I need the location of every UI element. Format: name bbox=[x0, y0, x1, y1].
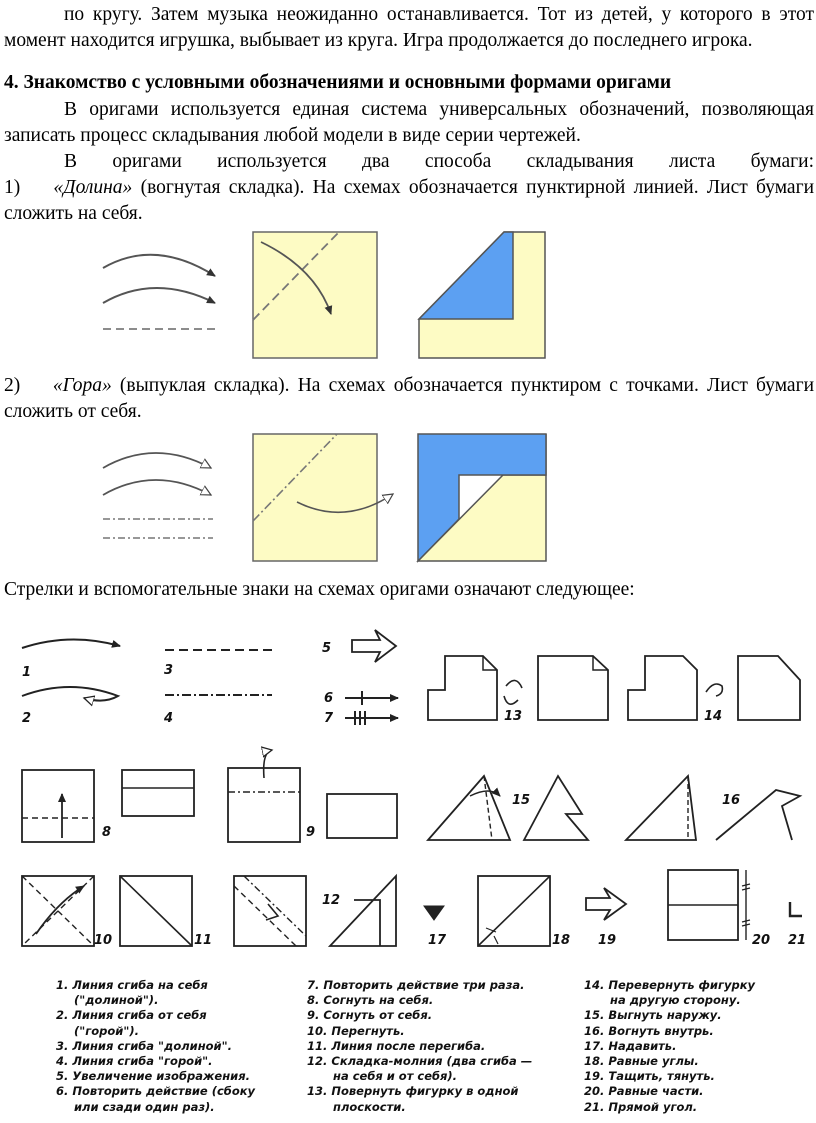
symbol-flip-shape-b bbox=[738, 656, 800, 720]
figure-number: 19 bbox=[598, 933, 617, 948]
symbol-flip-shape-a bbox=[628, 656, 697, 720]
legend-item: 5. Увеличение изображения. bbox=[56, 1069, 250, 1084]
paragraph-line: В оригами используется единая система универсальных обозначений, позволяющая bbox=[64, 99, 814, 120]
list-number: 1) bbox=[4, 177, 21, 198]
figure-number: 2 bbox=[22, 711, 32, 726]
list-number: 2) bbox=[4, 375, 21, 396]
legend-item: 11. Линия после перегиба. bbox=[307, 1038, 486, 1053]
term-dolina: «Долина» bbox=[53, 177, 133, 198]
mountain-arrow-top bbox=[103, 453, 211, 468]
legend-item: 2. Линия сгиба от себя bbox=[56, 1008, 207, 1023]
legend-item: 7. Повторить действие три раза. bbox=[307, 978, 525, 992]
legend-item: 8. Согнуть на себя. bbox=[307, 993, 434, 1008]
legend-item: на другую сторону. bbox=[610, 993, 741, 1008]
legend-item: ("долиной"). bbox=[74, 993, 159, 1008]
legend-item: 1. Линия сгиба на себя bbox=[56, 978, 208, 992]
figure-number: 1 bbox=[22, 665, 32, 680]
legend-item: 18. Равные углы. bbox=[584, 1054, 699, 1069]
rotate-icon bbox=[504, 680, 522, 704]
valley-fold-figure bbox=[95, 228, 555, 363]
figure-number: 12 bbox=[322, 893, 341, 908]
figure-number: 15 bbox=[512, 793, 531, 808]
valley-arrow-top bbox=[103, 255, 215, 276]
paragraph-line: сложить на себя. bbox=[4, 203, 143, 224]
figure-number: 13 bbox=[504, 709, 523, 724]
symbol-zigzag-square bbox=[234, 876, 306, 946]
valley-arrow-bottom bbox=[103, 288, 215, 303]
term-gora: «Гора» bbox=[52, 375, 112, 396]
symbol-folded-rect-b bbox=[327, 794, 397, 838]
legend-item: 3. Линия сгиба "долиной". bbox=[56, 1038, 232, 1053]
symbol-zigzag-result bbox=[330, 876, 396, 946]
legend-item: 15. Выгнуть наружу. bbox=[584, 1008, 722, 1023]
paragraph-line: сложить от себя. bbox=[4, 401, 142, 422]
paper-square bbox=[253, 434, 377, 561]
mountain-fold-figure bbox=[95, 430, 555, 565]
flip-icon bbox=[706, 684, 722, 696]
paragraph-line bbox=[4, 175, 814, 201]
symbol-pull-arrow bbox=[586, 888, 626, 920]
legend-item: 20. Равные части. bbox=[584, 1084, 704, 1099]
figure-number: 5 bbox=[322, 641, 332, 656]
figure-number: 4 bbox=[164, 711, 174, 726]
paragraph-line bbox=[4, 373, 814, 399]
paragraph-text: (вогнутая складка). На схемах обозначается пунктирной линией. Лист бумаги bbox=[132, 177, 814, 198]
legend-item: 9. Согнуть от себя. bbox=[307, 1008, 433, 1023]
figure-number: 14 bbox=[704, 709, 723, 724]
symbol-enlarge-arrow bbox=[352, 630, 396, 662]
symbol-mountain-arrow bbox=[22, 687, 118, 701]
symbol-fold-on-self-square bbox=[22, 770, 94, 842]
paragraph-line: Стрелки и вспомогательные знаки на схемах оригами означают следующее: bbox=[4, 579, 635, 600]
figure-number: 18 bbox=[552, 933, 571, 948]
legend-item: на себя и от себя). bbox=[333, 1069, 458, 1084]
legend-item: 13. Повернуть фигурку в одной bbox=[307, 1084, 519, 1099]
figure-number: 3 bbox=[164, 663, 174, 678]
legend-item: плоскости. bbox=[333, 1099, 406, 1114]
paragraph-text: (выпуклая складка). На схемах обозначается пунктиром с точками. Лист бумаги bbox=[111, 375, 814, 396]
legend-item: 4. Линия сгиба "горой". bbox=[56, 1054, 213, 1069]
legend-item: 10. Перегнуть. bbox=[307, 1023, 405, 1038]
legend-item: 12. Складка-молния (два сгиба — bbox=[307, 1054, 533, 1069]
legend-item: 17. Надавить. bbox=[584, 1038, 677, 1053]
section-heading: 4. Знакомство с условными обозначениями и основными формами оригами bbox=[4, 72, 672, 93]
paragraph-line: В оригами используется два способа складывания листа бумаги: bbox=[64, 151, 814, 172]
symbol-valley-arrow bbox=[22, 639, 120, 648]
symbol-rotate-shape-a bbox=[428, 656, 497, 720]
legend-item: или сзади один раз). bbox=[74, 1099, 215, 1114]
paragraph-line: записать процесс складывания любой модели в виде серии чертежей. bbox=[4, 125, 581, 146]
legend-item: 19. Тащить, тянуть. bbox=[584, 1069, 715, 1084]
legend-column-3 bbox=[584, 978, 755, 1115]
symbol-outside-fold bbox=[428, 776, 510, 840]
figure-number: 20 bbox=[752, 933, 771, 948]
folded-flap-blue bbox=[419, 232, 513, 319]
symbol-outside-fold-result bbox=[524, 776, 588, 840]
legend-item: 14. Перевернуть фигурку bbox=[584, 978, 756, 992]
paragraph-line: момент находится игрушка, выбывает из круга. Игра продолжается до последнего игрока. bbox=[4, 30, 753, 51]
figure-number: 11 bbox=[194, 933, 213, 948]
symbol-press-mark bbox=[424, 906, 444, 920]
mountain-arrow-bottom bbox=[103, 480, 211, 495]
legend-column-2 bbox=[307, 978, 532, 1115]
symbol-rotate-shape-b bbox=[538, 656, 608, 720]
paragraph-line: по кругу. Затем музыка неожиданно останавливается. Тот из детей, у которого в этот bbox=[64, 4, 814, 25]
legend-item: 16. Вогнуть внутрь. bbox=[584, 1023, 714, 1038]
symbol-right-angle bbox=[790, 902, 802, 916]
symbol-folded-rect bbox=[122, 770, 194, 816]
paper-square bbox=[253, 232, 377, 358]
figure-number: 8 bbox=[102, 825, 112, 840]
figure-number: 6 bbox=[324, 691, 334, 706]
symbol-inside-fold bbox=[626, 776, 696, 840]
symbol-fold-away-square bbox=[228, 768, 300, 842]
origami-symbols-chart bbox=[0, 618, 816, 968]
legend-item: 6. Повторить действие (сбоку bbox=[56, 1084, 256, 1099]
legend-item: 21. Прямой угол. bbox=[584, 1099, 698, 1114]
figure-number: 10 bbox=[94, 933, 113, 948]
figure-number: 7 bbox=[324, 711, 334, 726]
legend-column-1 bbox=[56, 978, 255, 1115]
figure-number: 17 bbox=[428, 933, 447, 948]
figure-number: 21 bbox=[788, 933, 807, 948]
legend-item: ("горой"). bbox=[74, 1023, 139, 1038]
figure-number: 9 bbox=[306, 825, 316, 840]
figure-number: 16 bbox=[722, 793, 741, 808]
